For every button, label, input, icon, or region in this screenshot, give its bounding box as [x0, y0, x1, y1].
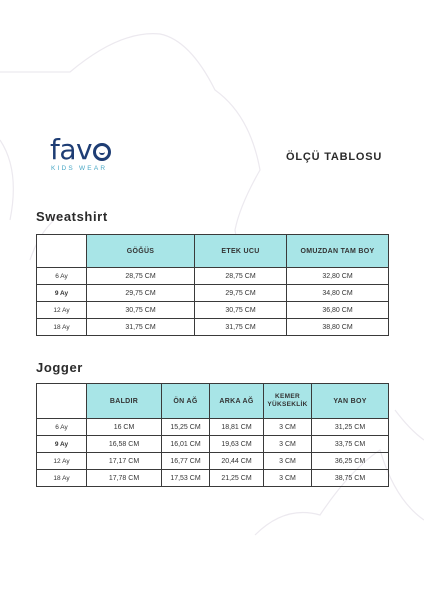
page-title: ÖLÇÜ TABLOSU [286, 151, 383, 163]
sweatshirt-size-table [36, 234, 389, 336]
table-row [37, 453, 389, 470]
column-header: GÖĞÜS [87, 235, 195, 268]
brand-tagline: KIDS WEAR [51, 165, 108, 172]
table-header-row [37, 384, 389, 419]
table-cell: 28,75 CM [195, 268, 287, 285]
table-cell: 38,80 CM [287, 319, 389, 336]
table-cell: 3 CM [264, 419, 312, 436]
table-cell: 21,25 CM [210, 470, 264, 487]
table-cell: 30,75 CM [195, 302, 287, 319]
column-header: ARKA AĞ [210, 384, 264, 419]
header-blank-cell [37, 384, 87, 419]
table-cell: 16,01 CM [162, 436, 210, 453]
row-label: 6 Ay [37, 419, 87, 436]
table-cell: 29,75 CM [195, 285, 287, 302]
table-row [37, 302, 389, 319]
table-cell: 36,25 CM [312, 453, 389, 470]
column-header: KEMER YÜKSEKLİK [264, 384, 312, 419]
table-cell: 38,75 CM [312, 470, 389, 487]
table-cell: 36,80 CM [287, 302, 389, 319]
jogger-size-table [36, 383, 389, 487]
table-cell: 18,81 CM [210, 419, 264, 436]
header-blank-cell [37, 235, 87, 268]
row-label: 12 Ay [37, 302, 87, 319]
row-label: 12 Ay [37, 453, 87, 470]
table-row [37, 436, 389, 453]
column-header: YAN BOY [312, 384, 389, 419]
jogger-section-title: Jogger [36, 360, 83, 375]
table-row [37, 268, 389, 285]
table-cell: 17,78 CM [87, 470, 162, 487]
table-cell: 16,58 CM [87, 436, 162, 453]
table-cell: 29,75 CM [87, 285, 195, 302]
column-header: ÖN AĞ [162, 384, 210, 419]
table-cell: 30,75 CM [87, 302, 195, 319]
table-cell: 3 CM [264, 470, 312, 487]
brand-logo-wordmark: fav [50, 136, 130, 164]
row-label: 6 Ay [37, 268, 87, 285]
table-cell: 32,80 CM [287, 268, 389, 285]
smile-o-icon [93, 143, 111, 161]
table-cell: 19,63 CM [210, 436, 264, 453]
brand-logo [50, 133, 130, 172]
table-cell: 16 CM [87, 419, 162, 436]
table-cell: 28,75 CM [87, 268, 195, 285]
column-header: OMUZDAN TAM BOY [287, 235, 389, 268]
column-header: BALDIR [87, 384, 162, 419]
table-cell: 31,75 CM [195, 319, 287, 336]
table-cell: 33,75 CM [312, 436, 389, 453]
column-header: ETEK UCU [195, 235, 287, 268]
table-cell: 20,44 CM [210, 453, 264, 470]
table-cell: 16,77 CM [162, 453, 210, 470]
table-cell: 17,53 CM [162, 470, 210, 487]
row-label: 18 Ay [37, 319, 87, 336]
table-cell: 31,25 CM [312, 419, 389, 436]
table-row [37, 285, 389, 302]
table-cell: 17,17 CM [87, 453, 162, 470]
table-row [37, 470, 389, 487]
table-row [37, 319, 389, 336]
table-cell: 15,25 CM [162, 419, 210, 436]
table-row [37, 419, 389, 436]
table-cell: 34,80 CM [287, 285, 389, 302]
row-label: 18 Ay [37, 470, 87, 487]
table-cell: 3 CM [264, 453, 312, 470]
table-cell: 31,75 CM [87, 319, 195, 336]
table-header-row [37, 235, 389, 268]
sweatshirt-section-title: Sweatshirt [36, 209, 108, 224]
table-cell: 3 CM [264, 436, 312, 453]
row-label: 9 Ay [37, 436, 87, 453]
row-label: 9 Ay [37, 285, 87, 302]
